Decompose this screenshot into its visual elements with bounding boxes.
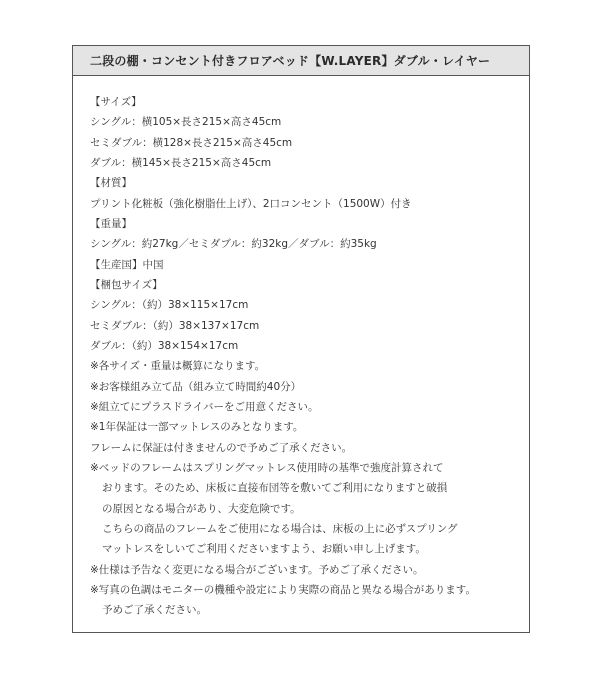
spec-line-size-single: シングル：横105×長さ215×高さ45cm (90, 116, 282, 129)
title-bar (73, 46, 529, 76)
spec-note-frame-1: ※ベッドのフレームはスプリングマットレス使用時の基準で強度計算されて (90, 461, 444, 474)
spec-note-approx: ※各サイズ・重量は概算になります。 (90, 360, 266, 373)
spec-note-frame-4: こちらの商品のフレームをご使用になる場合は、床板の上に必ずスプリング (102, 522, 458, 535)
spec-line-material: プリント化粧板（強化樹脂仕上げ）、2口コンセント（1500W）付き (90, 197, 412, 210)
spec-note-color: ※写真の色調はモニターの機種や設定により実際の商品と異なる場合があります。 (90, 583, 476, 596)
spec-note-color-2: 予めご了承ください。 (102, 604, 207, 617)
spec-note-spec-change: ※仕様は予告なく変更になる場合がございます。予めご了承ください。 (90, 563, 424, 576)
spec-line-weight: シングル：約27kg／セミダブル：約32kg／ダブル：約35kg (90, 238, 377, 251)
spec-note-warranty: ※1年保証は一部マットレスのみとなります。 (90, 421, 304, 434)
spec-line-package-heading: 【梱包サイズ】 (90, 278, 163, 291)
spec-note-warranty-frame: フレームに保証は付きませんので予めご了承ください。 (90, 441, 353, 454)
spec-note-assembly: ※お客様組み立て品（組み立て時間約40分） (90, 380, 302, 393)
product-title: 二段の棚・コンセント付きフロアベッド【W.LAYER】ダブル・レイヤー (90, 54, 491, 68)
spec-line-package-single: シングル：（約）38×115×17cm (90, 299, 249, 312)
spec-line-package-semidouble: セミダブル：（約）38×137×17cm (90, 319, 260, 332)
spec-note-frame-5: マットレスをしいてご利用くださいますよう、お願い申し上げます。 (102, 543, 426, 556)
spec-note-frame-3: の原因となる場合があり、大変危険です。 (102, 502, 301, 515)
spec-box (72, 45, 530, 633)
spec-line-size-semidouble: セミダブル：横128×長さ215×高さ45cm (90, 136, 293, 149)
spec-note-screwdriver: ※組立てにプラスドライバーをご用意ください。 (90, 400, 319, 413)
spec-line-weight-heading: 【重量】 (90, 217, 132, 230)
spec-line-origin: 【生産国】中国 (90, 258, 164, 271)
spec-lines (90, 92, 520, 621)
spec-line-size-double: ダブル：横145×長さ215×高さ45cm (90, 156, 272, 169)
spec-line-material-heading: 【材質】 (90, 177, 132, 190)
spec-note-frame-2: おります。そのため、床板に直接布団等を敷いてご利用になりますと破損 (102, 482, 448, 495)
spec-line-size-heading: 【サイズ】 (90, 96, 142, 108)
spec-line-package-double: ダブル：（約）38×154×17cm (90, 339, 239, 352)
